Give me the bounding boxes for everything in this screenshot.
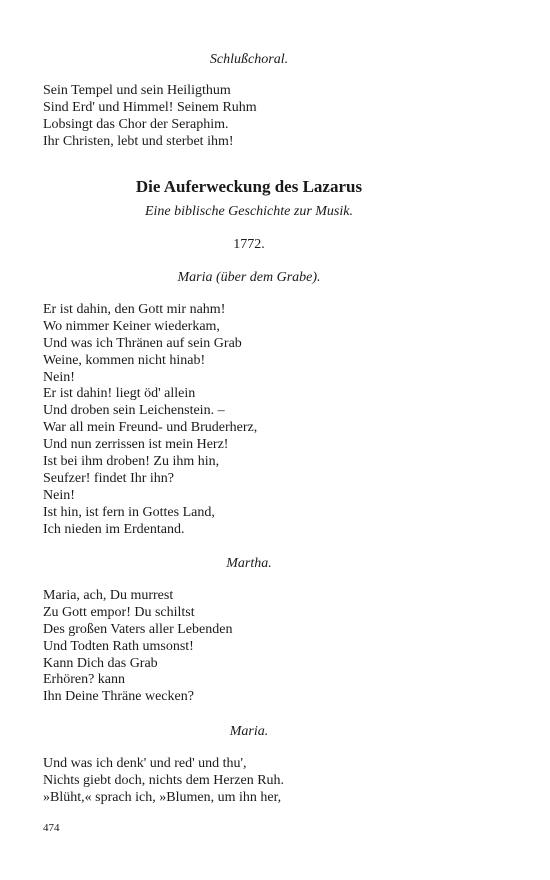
verse-line: Zu Gott empor! Du schiltst <box>43 604 195 620</box>
verse-line: Sein Tempel und sein Heiligthum <box>43 83 231 98</box>
verse-line: Ist hin, ist fern in Gottes Land, <box>43 504 215 520</box>
maria-second-stanza <box>43 756 284 807</box>
verse-line: Nichts giebt doch, nichts dem Herzen Ruh. <box>43 772 285 788</box>
maria-first-stanza <box>43 302 257 538</box>
closing-chorale-stanza <box>43 83 257 151</box>
verse-line: Wo nimmer Keiner wiederkam, <box>43 318 220 334</box>
work-year: 1772. <box>233 237 265 252</box>
speaker-martha: Martha. <box>226 556 272 571</box>
verse-line: Weine, kommen nicht hinab! <box>43 352 206 368</box>
verse-line: Des großen Vaters aller Lebenden <box>43 621 233 637</box>
verse-line: »Blüht,« sprach ich, »Blumen, um ihn her, <box>43 789 282 805</box>
verse-line: Erhören? kann <box>43 672 126 688</box>
verse-line: Kann Dich das Grab <box>43 655 158 671</box>
verse-line: Maria, ach, Du murrest <box>43 588 174 603</box>
verse-line: Ihr Christen, lebt und sterbet ihm! <box>43 133 234 149</box>
speaker-maria-at-grave: Maria (über dem Grabe). <box>177 270 321 285</box>
verse-line: Und nun zerrissen ist mein Herz! <box>43 437 229 453</box>
verse-line: Und was ich Thränen auf sein Grab <box>43 335 242 351</box>
martha-stanza <box>43 588 232 706</box>
verse-line: Er ist dahin, den Gott mir nahm! <box>43 302 226 317</box>
verse-line: Seufzer! findet Ihr ihn? <box>43 470 174 486</box>
verse-line: Nein! <box>43 487 75 503</box>
closing-chorale-heading: Schlußchoral. <box>209 52 289 67</box>
verse-line: Und Todten Rath umsonst! <box>43 638 194 654</box>
verse-line: Nein! <box>43 369 75 385</box>
verse-line: Und droben sein Leichenstein. – <box>43 403 225 419</box>
page-number: 474 <box>43 822 60 834</box>
verse-line: War all mein Freund- und Bruderherz, <box>43 420 258 436</box>
work-subtitle: Eine biblische Geschichte zur Musik. <box>144 204 353 219</box>
verse-line: Lobsingt das Chor der Seraphim. <box>43 116 229 132</box>
verse-line: Sind Erd' und Himmel! Seinem Ruhm <box>43 99 257 115</box>
verse-line: Ich nieden im Erdentand. <box>43 521 185 537</box>
verse-line: Und was ich denk' und red' und thu', <box>43 756 247 771</box>
work-title: Die Auferweckung des Lazarus <box>135 177 363 196</box>
verse-line: Er ist dahin! liegt öd' allein <box>43 386 196 402</box>
speaker-maria: Maria. <box>229 724 269 739</box>
verse-line: Ihn Deine Thräne wecken? <box>43 689 194 705</box>
verse-line: Ist bei ihm droben! Zu ihm hin, <box>43 454 220 470</box>
